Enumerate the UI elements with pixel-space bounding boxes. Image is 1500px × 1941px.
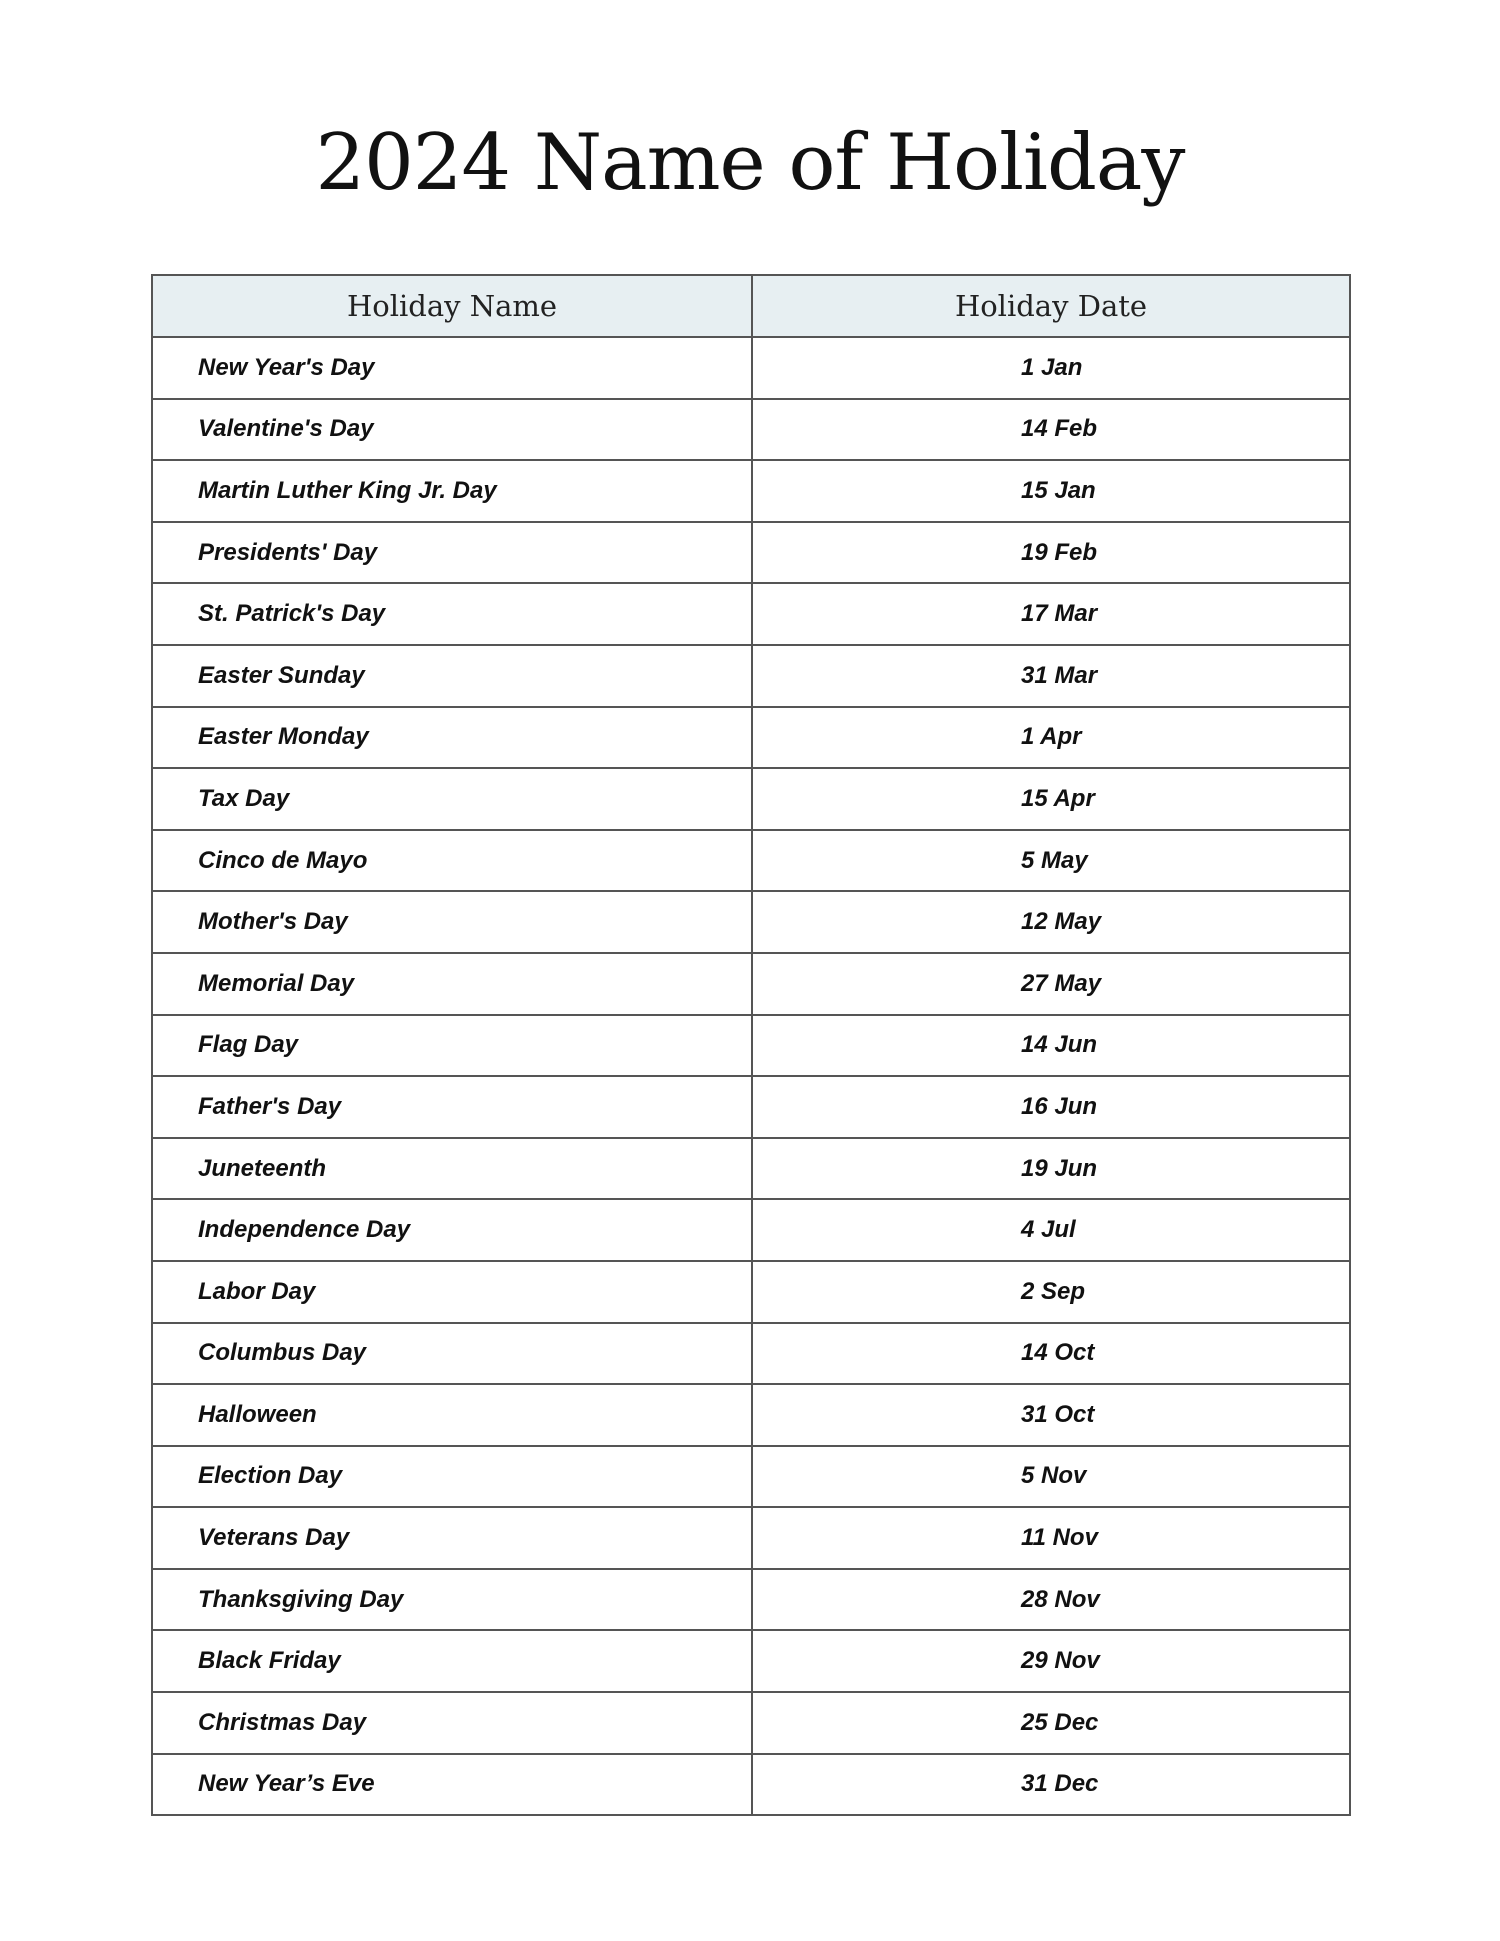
table-row xyxy=(152,1384,1350,1446)
holiday-date-cell: 1 Apr xyxy=(752,707,1350,769)
holiday-name-cell: New Year’s Eve xyxy=(152,1754,752,1816)
table-row xyxy=(152,1569,1350,1631)
table-row xyxy=(152,399,1350,461)
holiday-date-cell: 12 May xyxy=(752,891,1350,953)
holiday-name-cell: St. Patrick's Day xyxy=(152,583,752,645)
holiday-name-cell: Easter Sunday xyxy=(152,645,752,707)
holiday-name-cell: Mother's Day xyxy=(152,891,752,953)
holiday-date-cell: 2 Sep xyxy=(752,1261,1350,1323)
holiday-name-cell: Labor Day xyxy=(152,1261,752,1323)
holiday-name-cell: Martin Luther King Jr. Day xyxy=(152,460,752,522)
table-row xyxy=(152,768,1350,830)
table-header-row xyxy=(152,275,1350,337)
holiday-date-cell: 5 Nov xyxy=(752,1446,1350,1508)
holiday-name-cell: Columbus Day xyxy=(152,1323,752,1385)
holiday-name-cell: Easter Monday xyxy=(152,707,752,769)
holiday-date-cell: 31 Dec xyxy=(752,1754,1350,1816)
page-title: 2024 Name of Holiday xyxy=(315,118,1185,208)
table-row xyxy=(152,1507,1350,1569)
table-row xyxy=(152,953,1350,1015)
holiday-date-cell: 5 May xyxy=(752,830,1350,892)
holiday-name-cell: Valentine's Day xyxy=(152,399,752,461)
holiday-name-cell: Cinco de Mayo xyxy=(152,830,752,892)
holiday-name-cell: Tax Day xyxy=(152,768,752,830)
table-row xyxy=(152,645,1350,707)
column-header-name: Holiday Name xyxy=(152,275,752,337)
holiday-date-cell: 1 Jan xyxy=(752,337,1350,399)
holiday-date-cell: 19 Jun xyxy=(752,1138,1350,1200)
column-header-date: Holiday Date xyxy=(752,275,1350,337)
holiday-date-cell: 4 Jul xyxy=(752,1199,1350,1261)
holiday-date-cell: 28 Nov xyxy=(752,1569,1350,1631)
holiday-name-cell: Christmas Day xyxy=(152,1692,752,1754)
holiday-name-cell: Veterans Day xyxy=(152,1507,752,1569)
holiday-name-cell: Thanksgiving Day xyxy=(152,1569,752,1631)
holiday-date-cell: 14 Feb xyxy=(752,399,1350,461)
holiday-date-cell: 14 Jun xyxy=(752,1015,1350,1077)
holiday-name-cell: Black Friday xyxy=(152,1630,752,1692)
holiday-date-cell: 31 Mar xyxy=(752,645,1350,707)
table-row xyxy=(152,337,1350,399)
holiday-name-cell: Presidents' Day xyxy=(152,522,752,584)
holiday-name-cell: Election Day xyxy=(152,1446,752,1508)
holiday-table xyxy=(151,274,1351,1816)
holiday-name-cell: Father's Day xyxy=(152,1076,752,1138)
holiday-date-cell: 19 Feb xyxy=(752,522,1350,584)
table-row xyxy=(152,522,1350,584)
table-row xyxy=(152,707,1350,769)
holiday-date-cell: 15 Apr xyxy=(752,768,1350,830)
table-row xyxy=(152,1138,1350,1200)
holiday-date-cell: 31 Oct xyxy=(752,1384,1350,1446)
holiday-date-cell: 16 Jun xyxy=(752,1076,1350,1138)
holiday-date-cell: 27 May xyxy=(752,953,1350,1015)
table-row xyxy=(152,891,1350,953)
holiday-date-cell: 15 Jan xyxy=(752,460,1350,522)
holiday-name-cell: Memorial Day xyxy=(152,953,752,1015)
holiday-date-cell: 11 Nov xyxy=(752,1507,1350,1569)
holiday-date-cell: 17 Mar xyxy=(752,583,1350,645)
holiday-date-cell: 29 Nov xyxy=(752,1630,1350,1692)
table-row xyxy=(152,1199,1350,1261)
holiday-name-cell: Flag Day xyxy=(152,1015,752,1077)
table-row xyxy=(152,1261,1350,1323)
table-row xyxy=(152,583,1350,645)
holiday-name-cell: Juneteenth xyxy=(152,1138,752,1200)
holiday-name-cell: Halloween xyxy=(152,1384,752,1446)
table-row xyxy=(152,1692,1350,1754)
table-row xyxy=(152,1323,1350,1385)
holiday-name-cell: Independence Day xyxy=(152,1199,752,1261)
table-row xyxy=(152,1446,1350,1508)
table-row xyxy=(152,830,1350,892)
table-row xyxy=(152,1754,1350,1816)
table-row xyxy=(152,1015,1350,1077)
holiday-date-cell: 14 Oct xyxy=(752,1323,1350,1385)
holiday-name-cell: New Year's Day xyxy=(152,337,752,399)
holiday-date-cell: 25 Dec xyxy=(752,1692,1350,1754)
table-row xyxy=(152,1630,1350,1692)
table-row xyxy=(152,1076,1350,1138)
table-row xyxy=(152,460,1350,522)
